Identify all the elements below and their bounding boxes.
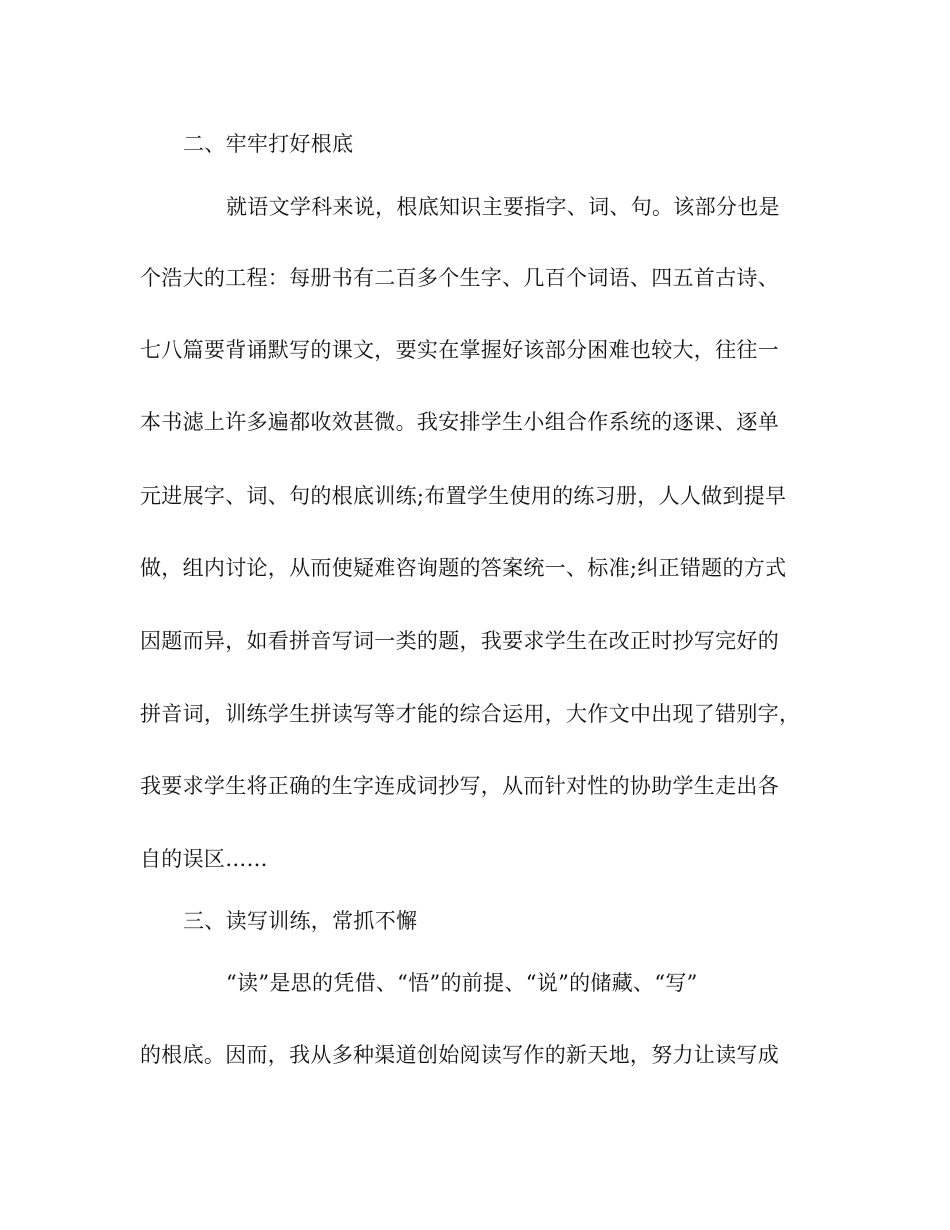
- paragraph-line: 的根底。因而，我从多种渠道创始阅读写作的新天地，努力让读写成: [140, 1043, 779, 1067]
- section-heading: 二、牢牢打好根底: [183, 132, 354, 156]
- section-heading: 三、读写训练，常抓不懈: [183, 909, 418, 933]
- paragraph-line: “读”是思的凭借、“悟”的前提、“说”的储藏、“写”: [226, 971, 698, 995]
- paragraph-line: 自的误区……: [140, 847, 268, 871]
- paragraph-line: 我要求学生将正确的生字连成词抄写，从而针对性的协助学生走出各: [140, 774, 779, 798]
- paragraph-line: 因题而异，如看拼音写词一类的题，我要求学生在改正时抄写完好的: [140, 629, 779, 653]
- paragraph-line: 拼音词，训练学生拼读写等才能的综合运用，大作文中出现了错别字，: [140, 702, 801, 726]
- paragraph-line: 做，组内讨论，从而使疑难咨询题的答案统一、标准;纠正错题的方式: [140, 556, 787, 580]
- paragraph-line: 七八篇要背诵默写的课文，要实在掌握好该部分困难也较大，往往一: [140, 338, 779, 362]
- paragraph-line: 本书滤上许多遍都收效甚微。我安排学生小组合作系统的逐课、逐单: [140, 410, 779, 434]
- paragraph-line: 元进展字、词、句的根底训练;布置学生使用的练习册，人人做到提早: [140, 484, 787, 508]
- paragraph-line: 个浩大的工程：每册书有二百多个生字、几百个词语、四五首古诗、: [140, 266, 779, 290]
- paragraph-line: 就语文学科来说，根底知识主要指字、词、句。该部分也是: [226, 195, 780, 219]
